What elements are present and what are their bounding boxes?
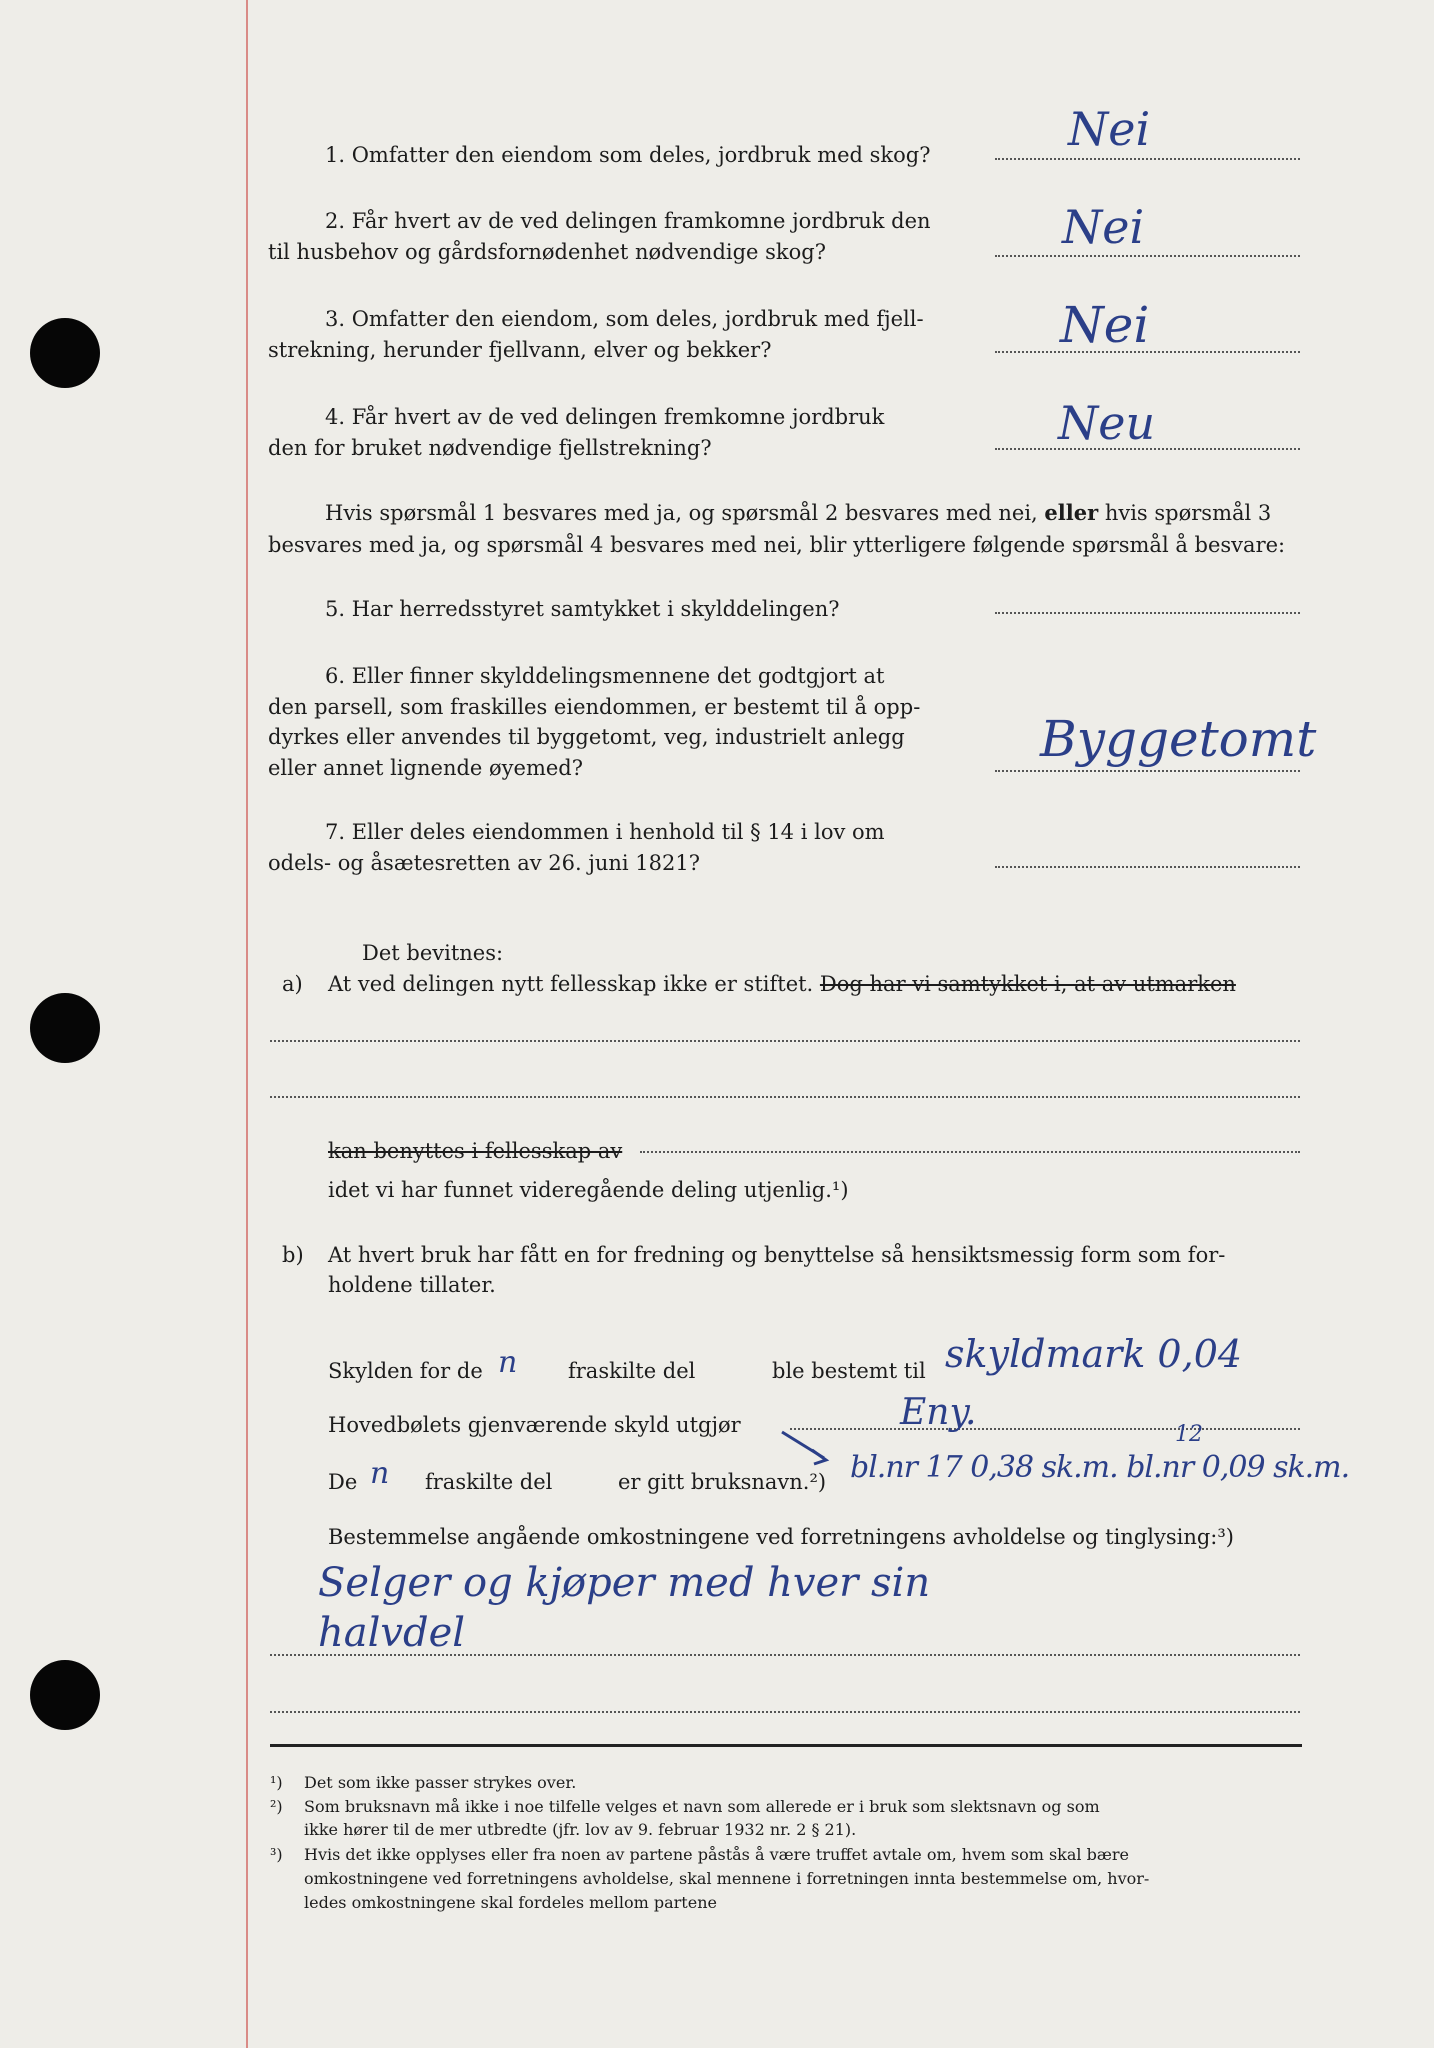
footnote-1: ¹) Det som ikke passer strykes over. — [270, 1773, 577, 1792]
question-2-line-1: 2. Får hvert av de ved delingen framkomne jordbruk den — [325, 209, 931, 233]
answer-3: Nei — [1060, 296, 1150, 354]
costs-value-1: Selger og kjøper med hver sin — [318, 1560, 931, 1606]
footnote-3: ³) Hvis det ikke opplyses eller fra noen av partene påstås å være truffet avtale om, hvem som skal bære — [270, 1845, 1130, 1864]
blank-line — [270, 1711, 1300, 1713]
question-5: 5. Har herredsstyret samtykket i skylddelingen? — [325, 597, 840, 621]
skyld-label-3: ble bestemt til — [772, 1359, 926, 1383]
question-6-line-2: den parsell, som fraskilles eiendommen, er bestemt til å opp- — [268, 695, 921, 719]
answer-1: Nei — [1068, 102, 1151, 156]
question-7-line-1: 7. Eller deles eiendommen i henhold til § 14 i lov om — [325, 820, 885, 844]
answer-line-1 — [995, 158, 1300, 160]
bruksnavn-label-2: fraskilte del — [425, 1470, 553, 1494]
attest-heading: Det bevitnes: — [362, 941, 504, 965]
answer-line-2 — [995, 255, 1300, 257]
question-4-line-2: den for bruket nødvendige fjellstrekning? — [268, 436, 712, 460]
question-6-line-1: 6. Eller finner skylddelingsmennene det godtgjort at — [325, 664, 885, 688]
punch-hole — [30, 1660, 100, 1730]
skyld-label-1: Skylden for de — [328, 1359, 483, 1383]
arrow-mark — [778, 1428, 848, 1468]
question-1: 1. Omfatter den eiendom som deles, jordbruk med skog? — [325, 143, 931, 167]
bruksnavn-superscript: 12 — [1175, 1422, 1203, 1447]
condition-line-2: besvares med ja, og spørsmål 4 besvares med nei, blir ytterligere følgende spørsmål å besvare: — [268, 533, 1286, 557]
blank-line — [270, 1654, 1300, 1656]
punch-hole — [30, 993, 100, 1063]
attest-a-struck: kan benyttes i fellesskap av — [328, 1139, 623, 1163]
skyld-value: skyldmark 0,04 — [945, 1332, 1243, 1376]
question-6-line-4: eller annet lignende øyemed? — [268, 756, 583, 780]
hovedbol-value: Eny. — [900, 1392, 977, 1433]
answer-line-6 — [995, 770, 1300, 772]
attest-b-text-1: At hvert bruk har fått en for fredning og benyttelse så hensiktsmessig form som for- — [328, 1243, 1226, 1267]
blank-line — [270, 1040, 1300, 1042]
attest-a-end: idet vi har funnet videregående deling utjenlig.¹) — [328, 1178, 849, 1202]
footnote-3-line-2: omkostningene ved forretningens avholdelse, skal mennene i forretningen innta bestemmelse om, hvor- — [304, 1869, 1150, 1888]
question-3-line-2: strekning, herunder fjellvann, elver og bekker? — [268, 338, 772, 362]
question-6-line-3: dyrkes eller anvendes til byggetomt, veg, industrielt anlegg — [268, 725, 905, 749]
answer-6: Byggetomt — [1040, 710, 1317, 768]
costs-value-2: halvdel — [318, 1610, 466, 1656]
margin-line — [246, 0, 248, 2048]
answer-2: Nei — [1062, 200, 1145, 254]
question-7-line-2: odels- og åsætesretten av 26. juni 1821? — [268, 851, 700, 875]
hovedbol-label: Hovedbølets gjenværende skyld utgjør — [328, 1413, 741, 1437]
punch-hole — [30, 318, 100, 388]
attest-a-text: At ved delingen nytt fellesskap ikke er stiftet. Dog har vi samtykket i, at av utmarken — [328, 972, 1236, 996]
bruksnavn-label-3: er gitt bruksnavn.²) — [618, 1470, 827, 1494]
footnote-2: ²) Som bruksnavn må ikke i noe tilfelle velges et navn som allerede er i bruk som slektsnavn og som — [270, 1797, 1100, 1816]
blank-line — [640, 1151, 1300, 1153]
bruksnavn-label-1: De — [328, 1470, 358, 1494]
question-3-line-1: 3. Omfatter den eiendom, som deles, jordbruk med fjell- — [325, 307, 924, 331]
blank-line — [270, 1096, 1300, 1098]
footnote-3-line-3: ledes omkostningene skal fordeles mellom partene — [304, 1893, 717, 1912]
skyld-hand-n-1: n — [498, 1345, 518, 1380]
attest-b-text-2: holdene tillater. — [328, 1273, 496, 1297]
attest-b-label: b) — [282, 1243, 304, 1267]
footnote-2-line-2: ikke hører til de mer utbredte (jfr. lov av 9. februar 1932 nr. 2 § 21). — [304, 1820, 857, 1839]
skyld-label-2: fraskilte del — [568, 1359, 696, 1383]
question-4-line-1: 4. Får hvert av de ved delingen fremkomne jordbruk — [325, 405, 885, 429]
blank-line — [790, 1428, 1300, 1430]
costs-label: Bestemmelse angående omkostningene ved forretningens avholdelse og tinglysing:³) — [328, 1525, 1234, 1549]
bruksnavn-hand-n: n — [370, 1456, 390, 1491]
attest-a-label: a) — [282, 972, 303, 996]
bruksnavn-value: bl.nr 17 0,38 sk.m. bl.nr 0,09 sk.m. — [850, 1450, 1350, 1485]
question-2-line-2: til husbehov og gårdsfornødenhet nødvendige skog? — [268, 240, 826, 264]
condition-line-1: Hvis spørsmål 1 besvares med ja, og spørsmål 2 besvares med nei, eller hvis spørsmål 3 — [325, 500, 1272, 525]
answer-line-7 — [995, 866, 1300, 868]
footnote-rule — [270, 1744, 1302, 1747]
answer-4: Neи — [1058, 396, 1156, 450]
answer-line-5 — [995, 612, 1300, 614]
